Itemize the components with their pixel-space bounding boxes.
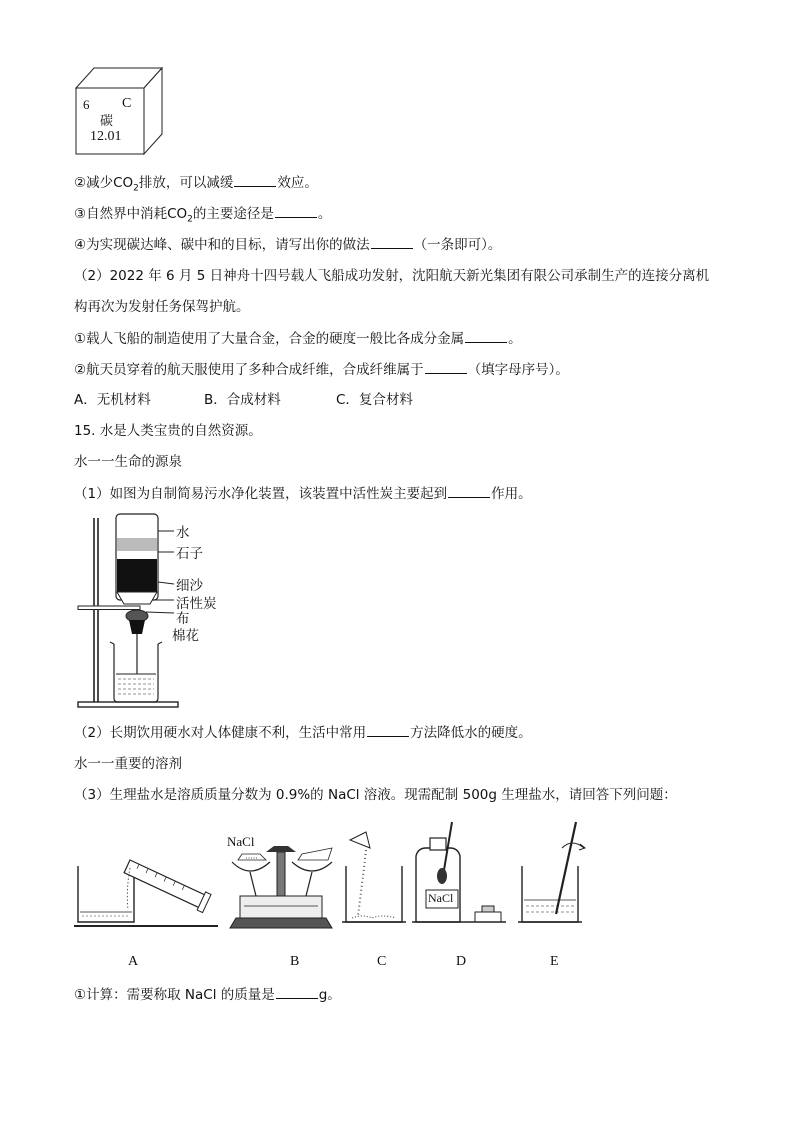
question-co2-effect: ②减少$CO_2$排放，可以减缓 效应。 <box>74 172 318 199</box>
option-b[interactable]: B．合成材料 <box>204 392 281 408</box>
filter-label-water: 水 <box>176 525 190 541</box>
answer-blank[interactable] <box>367 722 409 737</box>
option-c[interactable]: C．复合材料 <box>336 392 413 408</box>
filter-label-stones: 石子 <box>176 546 203 562</box>
nacl-label-balance: NaCl <box>227 834 255 849</box>
step-d-reagent-bottle <box>412 822 506 922</box>
element-mass: 12.01 <box>90 129 122 144</box>
nacl-label-bottle: NaCl <box>428 891 454 905</box>
answer-blank[interactable] <box>371 234 413 249</box>
answer-blank[interactable] <box>275 203 317 218</box>
question-hard-water: （2）长期饮用硬水对人体健康不利，生活中常用 方法降低水的硬度。 <box>74 722 532 743</box>
answer-blank[interactable] <box>425 359 467 374</box>
question-saline: （3）生理盐水是溶质质量分数为 0.9%的 NaCl 溶液。现需配制 500g 生理盐水，请回答下列问题： <box>74 787 677 803</box>
option-a[interactable]: A．无机材料 <box>74 392 151 408</box>
step-e-stir <box>518 822 585 922</box>
question-alloy-hardness: ①载人飞船的制造使用了大量合金，合金的硬度一般比各成分金属 。 <box>74 328 522 349</box>
filter-label-cotton: 棉花 <box>172 628 199 644</box>
answer-blank[interactable] <box>276 984 318 999</box>
answer-blank[interactable] <box>234 172 276 187</box>
caption-e: E <box>550 954 559 969</box>
element-symbol: C <box>122 96 132 111</box>
filter-label-carbon: 活性炭 <box>176 596 217 612</box>
paragraph-shenzhou-line1: （2）2022 年 6 月 5 日神舟十四号载人飞船成功发射，沈阳航天新光集团有限公司承制生产的连接分离机 <box>74 268 710 284</box>
section-water-solvent: 水一一重要的溶剂 <box>74 756 182 772</box>
step-c-add-solute <box>342 832 406 922</box>
answer-blank[interactable] <box>448 483 490 498</box>
question-co2-consumption: ③自然界中消耗$CO_2$的主要途径是 。 <box>74 203 331 230</box>
question-carbon-neutral: ④为实现碳达峰、碳中和的目标，请写出你的做法 （一条即可）。 <box>74 234 501 255</box>
paragraph-shenzhou-line2: 构再次为发射任务保驾护航。 <box>74 299 250 315</box>
filter-label-cloth: 布 <box>176 611 190 627</box>
question-calc-nacl: ①计算：需要称取 NaCl 的质量是 g。 <box>74 984 341 1005</box>
solution-steps-diagram <box>70 818 590 938</box>
question-15-title: 15. 水是人类宝贵的自然资源。 <box>74 423 262 439</box>
question-activated-carbon: （1）如图为自制简易污水净化装置，该装置中活性炭主要起到 作用。 <box>74 483 532 504</box>
filter-label-sand: 细沙 <box>176 578 203 594</box>
caption-b: B <box>290 954 300 969</box>
section-water-source: 水一一生命的源泉 <box>74 454 182 470</box>
element-name: 碳 <box>100 114 114 129</box>
caption-a: A <box>128 954 139 969</box>
water-filter-diagram <box>74 512 184 712</box>
answer-blank[interactable] <box>465 328 507 343</box>
element-number: 6 <box>83 97 90 112</box>
step-a-pour-water <box>74 857 218 926</box>
question-fiber-type: ②航天员穿着的航天服使用了多种合成纤维，合成纤维属于 （填字母序号）。 <box>74 359 569 380</box>
caption-c: C <box>377 954 387 969</box>
caption-d: D <box>456 954 467 969</box>
step-b-balance <box>230 846 332 928</box>
